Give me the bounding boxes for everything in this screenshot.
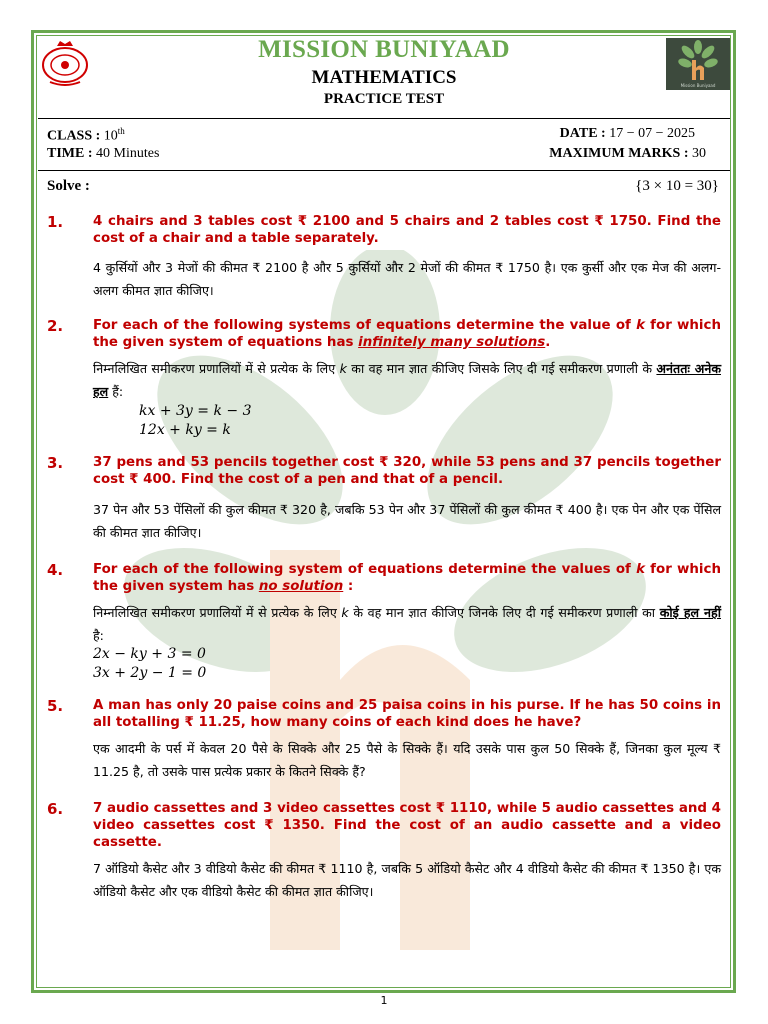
question-text-hi: एक आदमी के पर्स में केवल 20 पैसे के सिक्के और 25 पैसे के सिक्के हैं। यदि उसके पास कुल 50 सिक्के हैं, जिनका कुल मूल्य ₹ 11.25 है, तो उसके पास प्रत्येक प्रकार के कितने सिक्के हैं? — [93, 741, 721, 779]
test-type: PRACTICE TEST — [323, 91, 445, 107]
page-number: 1 — [380, 994, 388, 1007]
question-text-en: 37 pens and 53 pencils together cost ₹ 320, while 53 pens and 37 pencils together cost ₹ 400. Find the cost of a pen and that of a pencil. — [93, 455, 721, 487]
divider-top — [38, 118, 730, 119]
question-text-en: For each of the following systems of equations determine the value of k for which the given system of equations has infinitely many solutions. — [93, 318, 721, 350]
question-text-hi: निम्नलिखित समीकरण प्रणालियों में से प्रत्येक के लिए k के वह मान ज्ञात कीजिए जिनके लिए दी गई समीकरण प्रणाली का कोई हल नहीं है: — [93, 605, 721, 643]
question-text-en: 7 audio cassettes and 3 video cassettes cost ₹ 1110, while 5 audio cassettes and 4 video cassettes cost ₹ 1350. Find the cost of an audio cassette and a video cassette. — [93, 801, 721, 850]
time-info: TIME : 40 Minutes — [47, 146, 160, 161]
logo-caption: Mission Buniyaad — [680, 83, 716, 88]
subject-title: MATHEMATICS — [311, 67, 457, 88]
equation-1: kx + 3y = k − 3 — [139, 403, 252, 419]
question-text-hi: निम्नलिखित समीकरण प्रणालियों में से प्रत्येक के लिए k का वह मान ज्ञात कीजिए जिसके लिए दी गई समीकरण प्रणाली के अनंततः अनेक हल हैं: — [93, 361, 721, 399]
solve-label: Solve : — [47, 178, 90, 194]
divider-middle — [38, 170, 730, 171]
date-info: DATE : 17 − 07 − 2025 — [559, 126, 695, 141]
question-text-hi: 7 ऑडियो कैसेट और 3 वीडियो कैसेट की कीमत ₹ 1110 है, जबकि 5 ऑडियो कैसेट और 4 वीडियो कैसेट की कीमत ₹ 1350 है। एक ऑडियो कैसेट और एक वीडियो कैसेट की कीमत ज्ञात कीजिए। — [93, 861, 721, 899]
question-text-en: 4 chairs and 3 tables cost ₹ 2100 and 5 chairs and 2 tables cost ₹ 1750. Find the cost of a chair and a table separately. — [93, 214, 721, 246]
question-text-hi: 37 पेन और 53 पेंसिलों की कुल कीमत ₹ 320 है, जबकि 53 पेन और 37 पेंसिलों की कुल कीमत ₹ 400 है। एक पेन और एक पेंसिल की कीमत ज्ञात कीजिए। — [93, 502, 721, 540]
equation-1: 2x − ky + 3 = 0 — [93, 646, 206, 662]
equation-2: 3x + 2y − 1 = 0 — [93, 665, 207, 681]
class-info: CLASS : 10th — [47, 126, 125, 144]
marks-scheme: {3 × 10 = 30} — [635, 178, 719, 194]
question-text-en: For each of the following system of equations determine the values of k for which the given system has no solution : — [93, 562, 721, 594]
question-text-en: A man has only 20 paise coins and 25 paisa coins in his purse. If he has 50 coins in all totalling ₹ 11.25, how many coins of each kind does he have? — [93, 698, 721, 730]
question-text-hi: 4 कुर्सियों और 3 मेजों की कीमत ₹ 2100 है और 5 कुर्सियों और 2 मेजों की कीमत ₹ 1750 है। एक कुर्सी और एक मेज की अलग-अलग कीमत ज्ञात कीजिए। — [93, 260, 721, 298]
page-title: MISSION BUNIYAAD — [258, 36, 510, 63]
equation-2: 12x + ky = k — [139, 422, 231, 438]
max-marks-info: MAXIMUM MARKS : 30 — [549, 146, 706, 161]
